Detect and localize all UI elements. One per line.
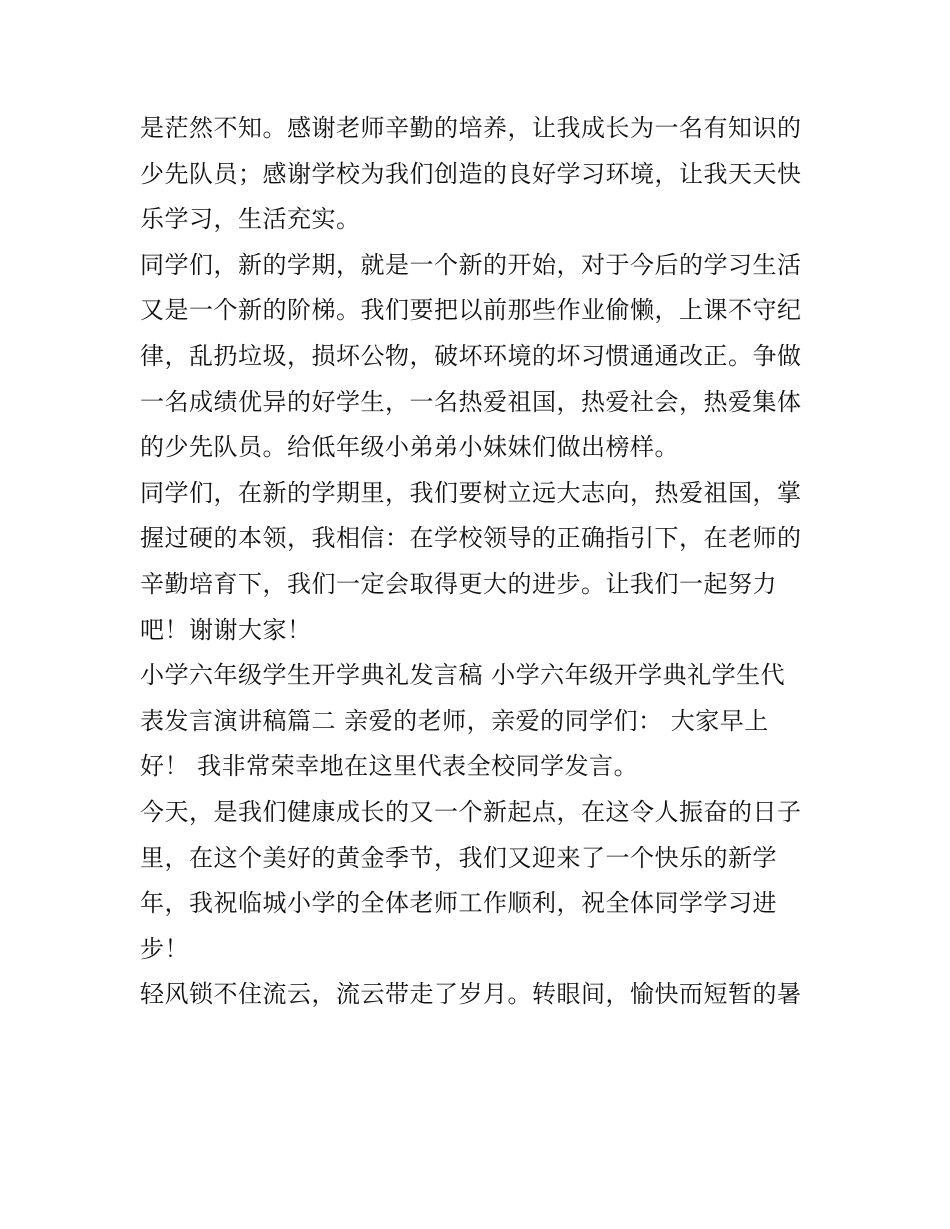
text-line: 少先队员；感谢学校为我们创造的良好学习环境，让我天天快	[140, 159, 802, 188]
text-line: 年，我祝临城小学的全体老师工作顺利，祝全体同学学习进	[140, 889, 777, 918]
text-line: 表发言演讲稿篇二 亲爱的老师，亲爱的同学们： 大家早上	[140, 706, 769, 735]
text-line: 辛勤培育下，我们一定会取得更大的进步。让我们一起努力	[140, 569, 777, 598]
text-line: 的少先队员。给低年级小弟弟小妹妹们做出榜样。	[140, 433, 679, 462]
text-line: 吧！谢谢大家！	[140, 615, 312, 644]
text-line: 握过硬的本领，我相信：在学校领导的正确指引下，在老师的	[140, 524, 802, 553]
text-line: 一名成绩优异的好学生，一名热爱祖国，热爱社会，热爱集体	[140, 387, 802, 416]
text-line: 里，在这个美好的黄金季节，我们又迎来了一个快乐的新学	[140, 843, 777, 872]
text-line: 是茫然不知。感谢老师辛勤的培养，让我成长为一名有知识的	[140, 114, 802, 142]
text-line: 乐学习，生活充实。	[140, 205, 361, 234]
text-line: 轻风锁不住流云，流云带走了岁月。转眼间，愉快而短暂的暑	[140, 980, 802, 1009]
document-body	[140, 106, 820, 1018]
text-line: 今天，是我们健康成长的又一个新起点，在这令人振奋的日子	[140, 797, 802, 826]
text-line: 步！	[140, 934, 189, 963]
text-line: 又是一个新的阶梯。我们要把以前那些作业偷懒，上课不守纪	[140, 296, 802, 325]
text-line: 律，乱扔垃圾，损坏公物，破坏环境的坏习惯通通改正。争做	[140, 341, 802, 370]
text-line: 小学六年级学生开学典礼发言稿 小学六年级开学典礼学生代	[140, 661, 786, 690]
text-line: 同学们，在新的学期里，我们要树立远大志向，热爱祖国，掌	[140, 478, 802, 507]
text-line: 同学们，新的学期，就是一个新的开始，对于今后的学习生活	[140, 250, 802, 279]
text-line: 好！ 我非常荣幸地在这里代表全校同学发言。	[140, 752, 639, 781]
